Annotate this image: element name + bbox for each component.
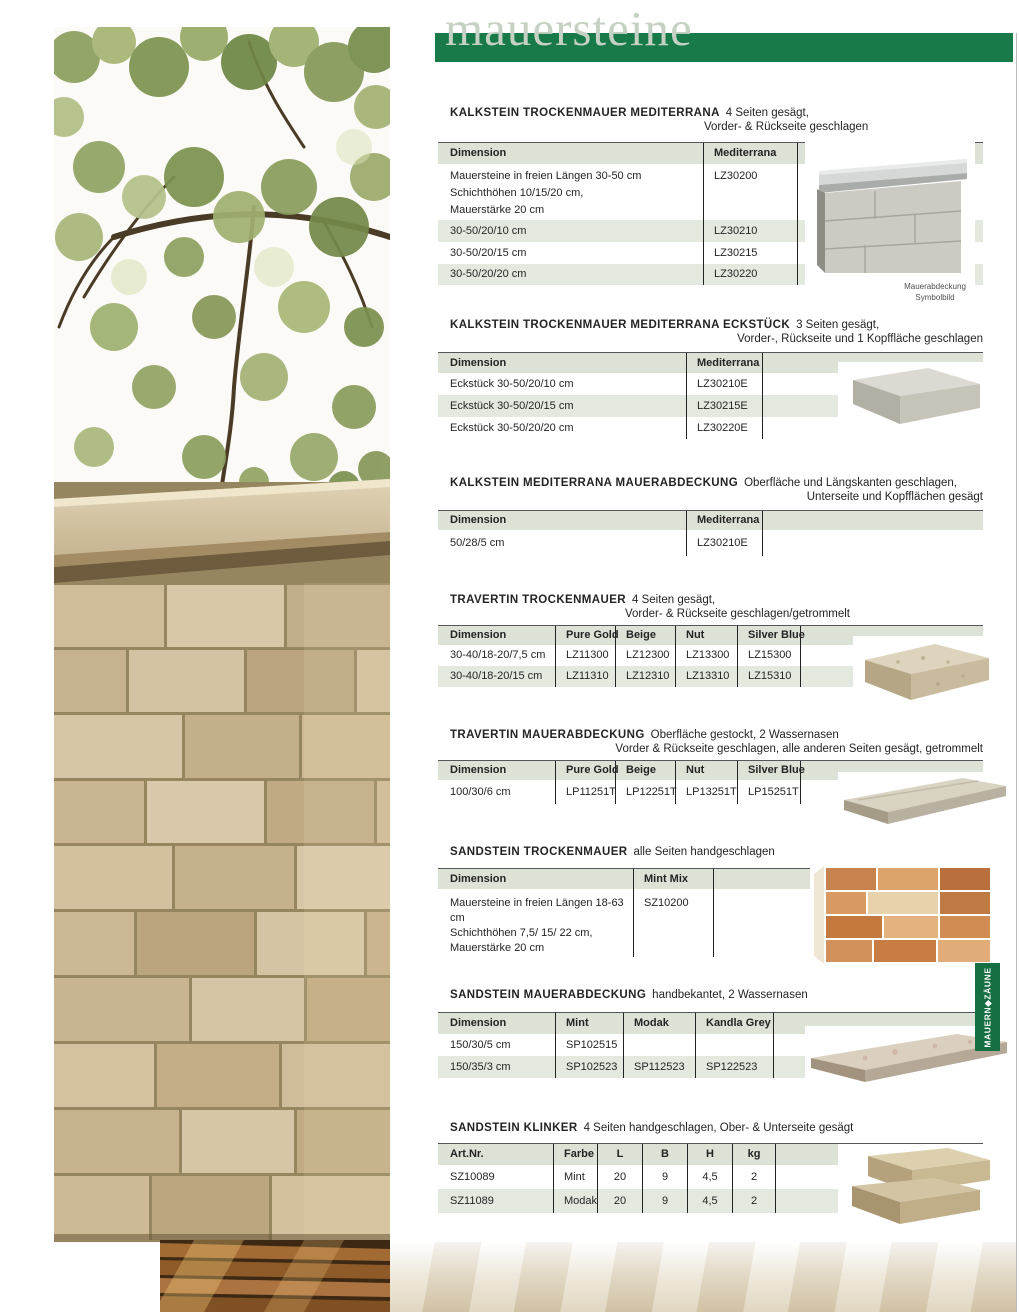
section-desc: 4 Seiten gesägt, (725, 107, 809, 119)
section-desc-line2: Vorder- & Rückseite geschlagen/getrommelt (625, 608, 850, 620)
column-header-dimension: Dimension (450, 1017, 507, 1029)
dimension-line: Schichthöhen 7,5/ 15/ 22 cm, (450, 927, 593, 939)
section-desc-line2: Unterseite und Kopfflächen gesägt (806, 491, 983, 503)
cell-dimension: 30-40/18-20/15 cm (450, 670, 543, 682)
cell-dimension (438, 164, 703, 220)
side-tab-mauern-zaeune (975, 963, 1000, 1051)
cell-article-code: LZ30220E (686, 417, 762, 439)
cell-article-code: LZ30210E (686, 530, 762, 556)
section-title-sandstein-mauerabdeckung (450, 985, 808, 1003)
cell-kg: 2 (732, 1189, 775, 1213)
cell-artnr: SZ11089 (450, 1195, 494, 1207)
cell-dimension: 100/30/6 cm (450, 786, 511, 798)
column-header-silver-blue: Silver Blue (737, 626, 800, 645)
column-header-kandla-grey: Kandla Grey (695, 1013, 773, 1034)
column-header-dimension: Dimension (450, 514, 507, 526)
column-header-dimension: Dimension (450, 357, 507, 369)
dimension-line: Schichthöhen 10/15/20 cm, (450, 187, 584, 199)
cell-dimension: 150/30/5 cm (450, 1039, 511, 1051)
column-header-dimension: Dimension (450, 629, 507, 641)
cell-article-code: LZ30210E (686, 373, 762, 395)
cell-h: 4,5 (687, 1189, 732, 1213)
cell-h: 4,5 (687, 1165, 732, 1189)
section-desc-line2: Vorder-, Rückseite und 1 Kopffläche geschlagen (737, 333, 983, 345)
section-desc: 4 Seiten handgeschlagen, Ober- & Unterseite gesägt (583, 1122, 854, 1134)
cell-article-code: LZ15310 (737, 666, 800, 687)
cell-article-code: LZ13310 (675, 666, 737, 687)
product-image-eckstueck-block (838, 362, 990, 432)
cell-article-code: LZ12300 (615, 645, 675, 666)
cell-dimension (438, 889, 633, 957)
cell-article-code (695, 1034, 773, 1056)
cell-article-code: LP12251T (615, 780, 675, 804)
product-image-travertin-slab (838, 772, 1013, 834)
cell-dimension: 50/28/5 cm (450, 537, 505, 549)
section-title-bold: TRAVERTIN MAUERABDECKUNG (450, 729, 645, 741)
cell-kg: 2 (732, 1165, 775, 1189)
cell-article-code: LZ11310 (555, 666, 615, 687)
section-desc: handbekantet, 2 Wassernasen (652, 989, 808, 1001)
cell-farbe: Modak (553, 1189, 597, 1213)
cell-article-code: SZ10200 (633, 889, 713, 957)
cell-article-code: SP112523 (623, 1056, 695, 1078)
cell-l: 20 (597, 1189, 642, 1213)
section-title-eckstueck (450, 315, 879, 333)
cell-article-code: LZ11300 (555, 645, 615, 666)
column-header-dimension: Dimension (450, 147, 507, 159)
column-header-nut: Nut (675, 626, 737, 645)
cell-article-code: LP15251T (737, 780, 800, 804)
column-header-mint-mix: Mint Mix (633, 869, 713, 889)
section-desc-line2: Vorder- & Rückseite geschlagen (704, 121, 869, 133)
cell-article-code: LZ13300 (675, 645, 737, 666)
column-header-dimension: Dimension (450, 873, 507, 885)
cell-article-code: LZ30215 (703, 242, 797, 264)
dimension-line: Mauersteine in freien Längen 30-50 cm (450, 170, 642, 182)
page-border-line (1016, 33, 1017, 1312)
section-title-kalkstein-mauerabdeckung (450, 473, 957, 491)
column-header-modak: Modak (623, 1013, 695, 1034)
section-desc: Oberfläche und Längskanten geschlagen, (744, 477, 957, 489)
table-row (438, 530, 983, 556)
column-header-h: H (687, 1144, 732, 1165)
column-header-pure-gold: Pure Gold (555, 626, 615, 645)
section-title-bold: KALKSTEIN MEDITERRANA MAUERABDECKUNG (450, 477, 739, 489)
dimension-line: Mauerstärke 20 cm (450, 204, 545, 216)
column-header-mint: Mint (555, 1013, 623, 1034)
cell-farbe: Mint (553, 1165, 597, 1189)
column-header-b: B (642, 1144, 687, 1165)
section-title-bold: SANDSTEIN KLINKER (450, 1122, 578, 1134)
cell-dimension: Eckstück 30-50/20/15 cm (450, 400, 574, 412)
cell-dimension: 30-50/20/15 cm (450, 247, 527, 259)
cell-dimension: 30-40/18-20/7,5 cm (450, 649, 546, 661)
column-header-kg: kg (732, 1144, 775, 1165)
column-header-artnr: Art.Nr. (450, 1148, 484, 1160)
spacer-cell (762, 511, 983, 530)
cell-dimension: 150/35/3 cm (450, 1061, 511, 1073)
section-title-bold: SANDSTEIN MAUERABDECKUNG (450, 989, 647, 1001)
section-desc: 3 Seiten gesägt, (796, 319, 880, 331)
section-desc: alle Seiten handgeschlagen (633, 846, 775, 858)
section-title-travertin-trockenmauer (450, 590, 715, 608)
bottom-watermark-texture (390, 1242, 1016, 1312)
side-tab-label: MAUERN◆ZÄUNE (982, 966, 992, 1048)
section-desc: Oberfläche gestockt, 2 Wassernasen (650, 729, 839, 741)
section-title-bold: TRAVERTIN TROCKENMAUER (450, 594, 626, 606)
column-header-silver-blue: Silver Blue (737, 761, 800, 780)
cell-l: 20 (597, 1165, 642, 1189)
column-header-l: L (597, 1144, 642, 1165)
cell-article-code: LZ30220 (703, 264, 797, 285)
section-title-travertin-mauerabdeckung (450, 725, 839, 743)
spacer-cell (762, 530, 983, 556)
stone-wall-photo-graphic (54, 27, 390, 1312)
table-header-row (438, 511, 983, 530)
section-desc: 4 Seiten gesägt, (631, 594, 716, 606)
cell-article-code: LZ15300 (737, 645, 800, 666)
section-desc-line2: Vorder & Rückseite geschlagen, alle anderen Seiten gesägt, getrommelt (615, 743, 983, 755)
cell-article-code: SP122523 (695, 1056, 773, 1078)
section-title-sandstein-klinker (450, 1118, 853, 1136)
caption-line: Mauerabdeckung (904, 282, 966, 291)
cell-article-code: LZ30215E (686, 395, 762, 417)
table-kalkstein-mauerabdeckung (438, 510, 983, 556)
cell-b: 9 (642, 1165, 687, 1189)
section-title-sandstein-trockenmauer (450, 842, 775, 860)
cell-article-code (623, 1034, 695, 1056)
product-image-sandstein-wall (810, 864, 995, 968)
cell-article-code: LZ30210 (703, 220, 797, 242)
product-image-kalkstein-wall (805, 141, 975, 301)
cell-article-code: LP11251T (555, 780, 615, 804)
caption-line: Symbolbild (915, 293, 955, 302)
cell-dimension: Eckstück 30-50/20/20 cm (450, 422, 574, 434)
section-title-bold: SANDSTEIN TROCKENMAUER (450, 846, 628, 858)
cell-article-code: SP102523 (555, 1056, 623, 1078)
column-header-beige: Beige (615, 626, 675, 645)
cell-article-code: SP102515 (555, 1034, 623, 1056)
section-title-bold: KALKSTEIN TROCKENMAUER MEDITERRANA ECKSTÜCK (450, 319, 791, 331)
cell-artnr: SZ10089 (450, 1171, 495, 1183)
cell-b: 9 (642, 1189, 687, 1213)
column-header-mediterrana: Mediterrana (686, 511, 762, 530)
cell-dimension: 30-50/20/20 cm (450, 268, 527, 280)
cell-article-code: LP13251T (675, 780, 737, 804)
column-header-dimension: Dimension (450, 764, 507, 776)
column-header-farbe: Farbe (553, 1144, 597, 1165)
dimension-line: Mauerstärke 20 cm (450, 942, 545, 954)
product-image-klinker-bricks (838, 1144, 1006, 1238)
stone-wall-photo (54, 27, 390, 1312)
cell-dimension: 30-50/20/10 cm (450, 225, 527, 237)
cell-article-code: LZ30200 (703, 164, 797, 220)
page-title: mauersteine (445, 1, 693, 56)
product-image-caption (868, 281, 1002, 303)
column-header-beige: Beige (615, 761, 675, 780)
column-header-mediterrana: Mediterrana (686, 353, 762, 373)
product-image-travertin-block (853, 636, 1000, 710)
column-header-pure-gold: Pure Gold (555, 761, 615, 780)
cell-dimension: Eckstück 30-50/20/10 cm (450, 378, 574, 390)
section-title-bold: KALKSTEIN TROCKENMAUER MEDITERRANA (450, 107, 720, 119)
column-header-nut: Nut (675, 761, 737, 780)
column-header-mediterrana: Mediterrana (703, 143, 797, 164)
dimension-line: Mauersteine in freien Längen 18-63 cm (450, 897, 624, 924)
cell-article-code: LZ12310 (615, 666, 675, 687)
section-title-kalkstein-trockenmauer (450, 103, 809, 121)
